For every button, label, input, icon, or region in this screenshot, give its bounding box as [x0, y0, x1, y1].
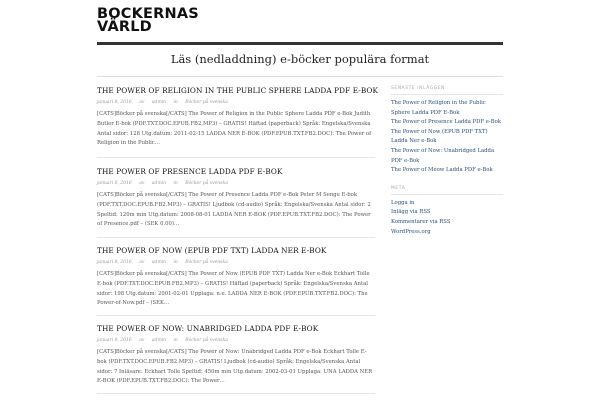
post-in: in [173, 181, 178, 186]
recent-post-link[interactable]: The Power of Now: Unabridged Ladda PDF e-Bok [391, 147, 495, 164]
login-link[interactable]: Logga in [391, 199, 415, 206]
post-item [97, 167, 375, 230]
site-title[interactable] [97, 8, 199, 34]
site-title-line1[interactable]: BOCKERNAS [97, 6, 199, 22]
post-author[interactable]: admin [151, 100, 167, 105]
recent-post-link[interactable]: The Power of Now (EPUB PDF TXT) Ladda Ner e-Bok [391, 128, 488, 145]
post-in: in [173, 338, 178, 343]
post-date[interactable]: januari 8, 2016 [97, 260, 132, 265]
post-title[interactable]: THE POWER OF RELIGION IN THE PUBLIC SPHERE LADDA PDF E-BOK [97, 86, 379, 95]
page-heading: Läs (nedladdning) e-böcker populära format [170, 52, 430, 66]
post-by: av [139, 100, 145, 105]
post-divider [97, 157, 375, 158]
post-author[interactable]: admin [151, 260, 167, 265]
post-excerpt: [CATS]Böcker på svenska[/CATS] The Power of Now (EPUB PDF TXT) Ladda Ner e-Bok Eckhart Tolle E-bok (PDF.TXT.DOC.EPUB.FB2.MP3) – GRATIS! Häftad (paperback) Språk: Engelska/Svenska Antal sidor: 198 Utg.datum: 2001-02-01 Upplaga: n.e. LADDA NER E-BOK (PDF.EPUB.TXT.FB2.DOC): The Power-of-Now.pdf – (SEK… [97, 271, 370, 307]
posts-rss-link[interactable]: Inlägg via RSS [391, 209, 431, 216]
post-author[interactable]: admin [151, 181, 167, 186]
post-by: av [139, 338, 145, 343]
post-excerpt: [CATS]Böcker på svenska[/CATS] The Power of Religion in the Public Sphere Ladda PDF e-Bok Judith Butler E-bok (PDF.TXT.DOC.EPUB.FB2.MP3) – GRATIS! Häftad (paperback) Språk: Engelska/Svenska Antal sidor: 128 Utg.datum: 2011-02-15 LADDA NER E-BOK (PDF.EPUB.TXT.FB2.DOC): The Power of Religion in the Public… [97, 111, 372, 147]
post-by: av [139, 260, 145, 265]
recent-posts-title: SENASTE INLÄGGEN [391, 86, 503, 95]
recent-post-link[interactable]: The Power of Presence Ladda PDF e-Bok [391, 119, 501, 126]
recent-posts-widget [391, 86, 503, 176]
header-rule [97, 42, 503, 45]
post-in: in [173, 100, 178, 105]
post-item [97, 324, 375, 387]
post-date[interactable]: januari 8, 2016 [97, 338, 132, 343]
post-title[interactable]: THE POWER OF NOW: UNABRIDGED LADDA PDF E-BOK [97, 324, 319, 333]
post-meta [97, 260, 375, 265]
post-divider [97, 237, 375, 238]
post-title[interactable]: THE POWER OF PRESENCE LADDA PDF E-BOK [97, 167, 283, 176]
post-date[interactable]: januari 8, 2016 [97, 100, 132, 105]
recent-posts-list [391, 99, 503, 176]
post-in: in [173, 260, 178, 265]
post-title[interactable]: THE POWER OF NOW (EPUB PDF TXT) LADDA NER E-BOK [97, 246, 327, 255]
post-divider [97, 393, 375, 394]
recent-post-link[interactable]: The Power of Religion in the Public Sphere Ladda PDF E-Bok [391, 100, 486, 116]
post-category[interactable]: Böcker på svenska [185, 338, 228, 343]
post-divider [97, 315, 375, 316]
sidebar [391, 86, 503, 237]
post-category[interactable]: Böcker på svenska [185, 260, 228, 265]
post-excerpt: [CATS]Böcker på svenska[/CATS] The Power of Now: Unabridged Ladda PDF e-Bok Eckhart Tolle E-bok (PDF.TXT.DOC.EPUB.FB2.MP3) – GRATIS! Ljudbok (cd-audio) Språk: Engelska/Svenska Antal sidor: 7 Inläsare: Eckhart Tolle Speltid: 450m min Utg.datum: 2002-03-01 Upplaga: UNA LADDA NER E-BOK (PDF.EPUB.TXT.FB2.DOC): The Power… [97, 349, 373, 385]
recent-post-link[interactable]: The Power of Meow Ladda PDF e-Bok [391, 167, 493, 174]
post-meta [97, 338, 375, 343]
meta-list [391, 199, 503, 237]
post-meta [97, 181, 375, 186]
post-author[interactable]: admin [151, 338, 167, 343]
comments-rss-link[interactable]: Kommentarer via RSS [391, 218, 451, 225]
post-by: av [139, 181, 145, 186]
wordpress-link[interactable]: WordPress.org [391, 228, 431, 235]
post-category[interactable]: Böcker på svenska [185, 181, 228, 186]
meta-widget [391, 186, 503, 237]
post-category[interactable]: Böcker på svenska [185, 100, 228, 105]
meta-title: META [391, 186, 503, 195]
site-title-line2[interactable]: VÄRLD [97, 19, 152, 35]
post-item [97, 86, 379, 149]
post-excerpt: [CATS]Böcker på svenska[/CATS] The Power of Presence Ladda PDF e-Bok Peter M Senge E-bok (PDF.TXT.DOC.EPUB.FB2.MP3) – GRATIS! Ljudbok (cd-audio) Språk: Engelska/Svenska Antal sidor: 2 Speltid: 120m min Utg.datum: 2008-08-01 LADDA NER E-BOK (PDF.EPUB.TXT.FB2.DOC): The Power of Presence.pdf – (SEK 0.00)… [97, 192, 371, 228]
post-date[interactable]: januari 8, 2016 [97, 181, 132, 186]
post-item [97, 246, 375, 309]
post-meta [97, 100, 375, 105]
heading-divider [97, 76, 503, 77]
